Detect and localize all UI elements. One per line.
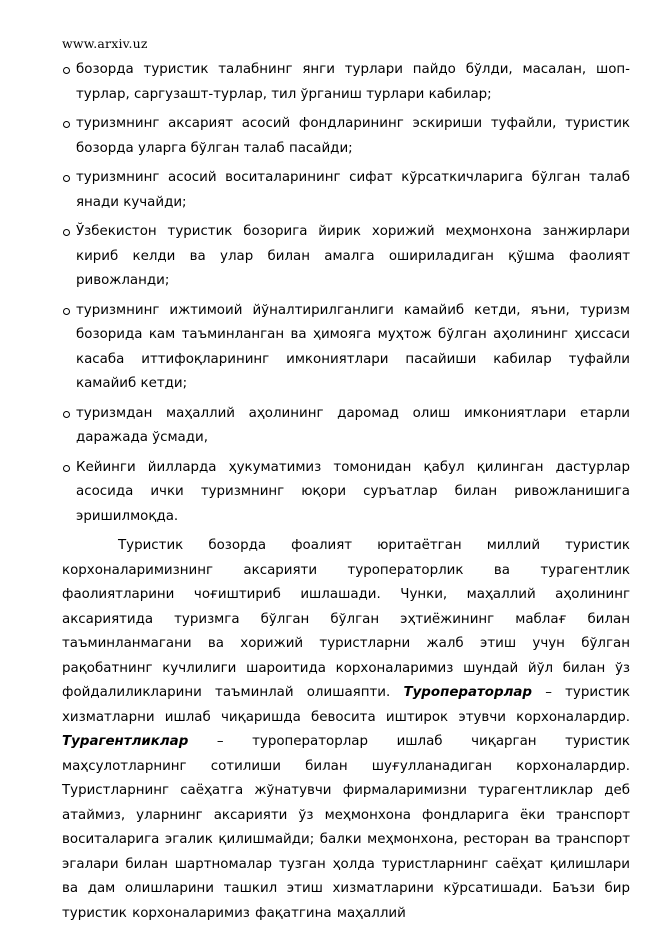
list-item [62,220,630,294]
site-url: www.arxiv.uz [62,36,148,51]
list-item-text: туризмнинг асосий воситаларининг сифат кўрсаткичларига бўлган талаб янади кучайди; [76,170,630,210]
paragraph-text: – туристик хизматларни ишлаб чиқаришда бевосита иштирок этувчи корхоналардир. [62,685,630,725]
bullet-circle-icon [62,166,76,190]
bullet-circle-icon [62,58,76,82]
document-body [62,58,630,926]
list-item [62,166,630,215]
list-item-text: туризмнинг ижтимоий йўналтирилганлиги камайиб кетди, яъни, туризм бозорида кам таъминланган ва ҳимояга муҳтож бўлган аҳолининг ҳиссаси касаба иттифоқларининг имкониятлари пасайиши кабилар туфайли камайиб кетди; [76,302,630,391]
list-item-text: Ўзбекистон туристик бозорига йирик хорижий меҳмонхона занжирлари кириб келди ва улар билан амалга ошириладиган қўшма фаолият ривожланди; [76,224,630,288]
bullet-circle-icon [62,112,76,136]
bullet-circle-icon [62,456,76,480]
list-item-text: бозорда туристик талабнинг янги турлари пайдо бўлди, масалан, шоп-турлар, саргузашт-турлар, тил ўрганиш турлари кабилар; [76,62,630,102]
list-item [62,402,630,451]
bullet-circle-icon [62,402,76,426]
body-paragraph [62,534,630,926]
list-item-text: туризмнинг аксарият асосий фондларининг эскириши туфайли, туристик бозорда уларга бўлган талаб пасайди; [76,116,630,156]
list-item [62,456,630,530]
list-item [62,58,630,107]
paragraph-text: – туроператорлар ишлаб чиқарган туристик маҳсулотларнинг сотилиши билан шуғулланадиган корхоналардир. Туристларнинг саёҳатга жўнатувчи фирмаларимизни турагентликлар деб атаймиз, уларнинг аксарияти ўз меҳмонхона фондларига ёки транспорт воситаларига эгалик қилишмайди; балки меҳмонхона, ресторан ва транспорт эгалари билан шартномалар тузган ҳолда туристларнинг саёҳат қилишлари ва дам олишларини ташкил этиш хизматларини кўрсатишади. Баъзи бир туристик корхоналаримиз фақатгина маҳаллий [62,734,630,921]
list-item [62,112,630,161]
paragraph-text: Туристик бозорда фоалият юритаётган миллий туристик корхоналаримизнинг аксарияти туроператорлик ва турагентлик фаолиятларини чоғиштириб ишлашади. Чунки, маҳаллий аҳолининг аксариятида туризмга бўлган бўлган эҳтиёжининг маблағ билан таъминланмагани ва хорижий туристларни жалб этиш учун бўлган рақобатнинг кучлилиги шароитида корхоналаримиз шундай йўл билан ўз фойдалиликларини таъминлай олишаяпти. [62,538,630,700]
bullet-circle-icon [62,299,76,323]
term-travel-agencies: Турагентликлар [62,734,189,749]
term-tour-operators: Туроператорлар [403,685,533,700]
list-item [62,299,630,397]
list-item-text: Кейинги йилларда ҳукуматимиз томонидан қабул қилинган дастурлар асосида ички туризмнинг юқори суръатлар билан ривожланишига эришилмоқда. [76,459,630,524]
list-item-text: туризмдан маҳаллий аҳолининг даромад олиш имкониятлари етарли даражада ўсмади, [76,405,630,445]
bullet-circle-icon [62,220,76,244]
